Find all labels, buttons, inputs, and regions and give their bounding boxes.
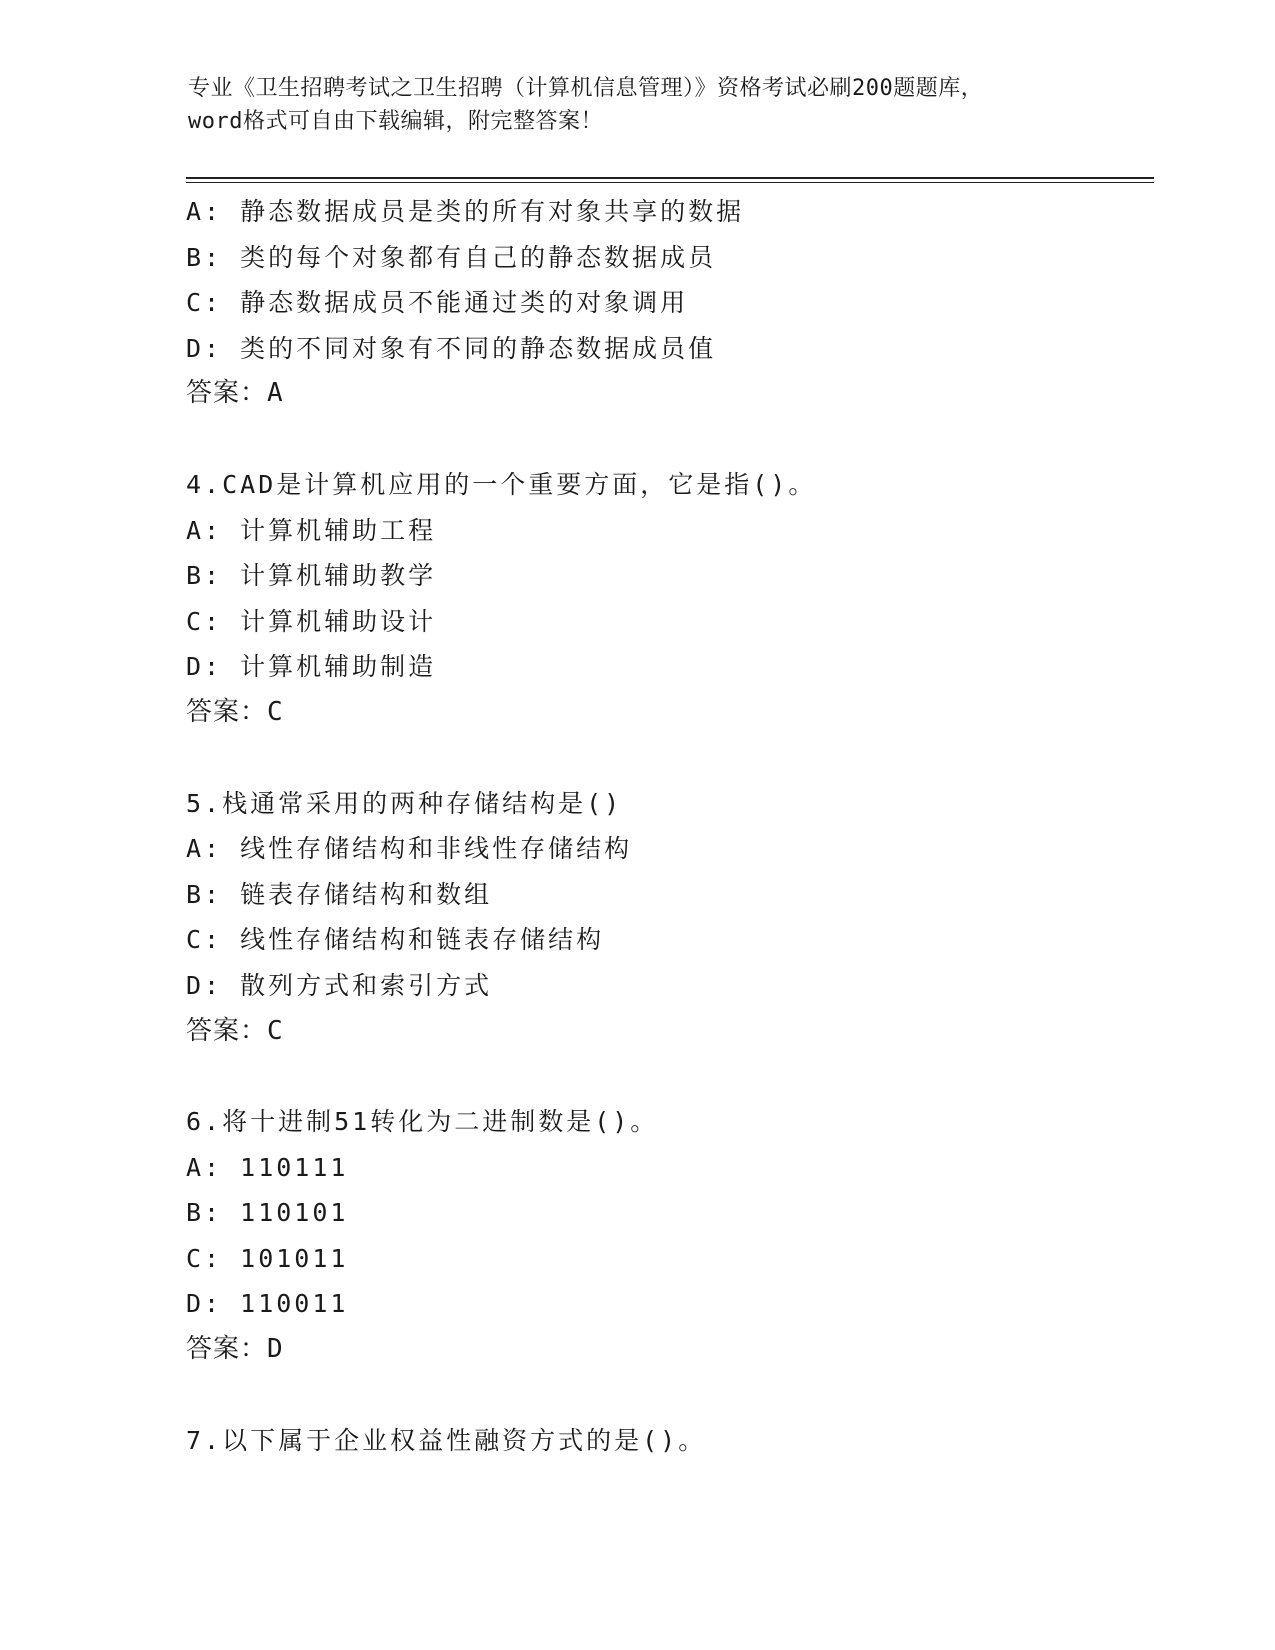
question-5 [186, 781, 1146, 1055]
option-b: B: 计算机辅助教学 [186, 561, 437, 591]
option-d: D: 110011 [186, 1289, 349, 1319]
answer: 答案：A [186, 378, 284, 409]
option-c: C: 计算机辅助设计 [186, 606, 437, 636]
spacer [186, 1054, 1146, 1099]
header-line-1: 专业《卫生招聘考试之卫生招聘（计算机信息管理）》资格考试必刷200题题库， [188, 76, 984, 101]
header-divider-thick [186, 177, 1154, 179]
option-c: C: 线性存储结构和链表存储结构 [186, 925, 605, 955]
answer: 答案：C [186, 1015, 284, 1046]
spacer [186, 736, 1146, 781]
option-a: A: 计算机辅助工程 [186, 515, 437, 545]
option-b: B: 110101 [186, 1198, 349, 1228]
question-text: 5.栈通常采用的两种存储结构是() [186, 788, 623, 818]
option-d: D: 计算机辅助制造 [186, 652, 437, 682]
option-d: D: 散列方式和索引方式 [186, 970, 493, 1000]
question-text: 6.将十进制51转化为二进制数是()。 [186, 1107, 659, 1137]
question-7 [186, 1418, 1146, 1464]
option-b: B: 类的每个对象都有自己的静态数据成员 [186, 242, 717, 272]
question-3 [186, 189, 1146, 417]
option-c: C: 101011 [186, 1243, 349, 1273]
option-a: A: 110111 [186, 1152, 349, 1182]
question-4 [186, 462, 1146, 736]
answer: 答案：C [186, 696, 284, 727]
option-a: A: 线性存储结构和非线性存储结构 [186, 834, 633, 864]
spacer [186, 417, 1146, 462]
answer: 答案：D [186, 1334, 284, 1365]
header-line-2: word格式可自由下载编辑，附完整答案！ [188, 109, 603, 134]
question-6 [186, 1099, 1146, 1373]
question-text: 4.CAD是计算机应用的一个重要方面，它是指()。 [186, 469, 817, 499]
question-list [186, 189, 1146, 1463]
document-header [188, 72, 1088, 138]
spacer [186, 1373, 1146, 1418]
header-divider-thin [186, 182, 1154, 183]
option-b: B: 链表存储结构和数组 [186, 879, 493, 909]
question-text: 7.以下属于企业权益性融资方式的是()。 [186, 1425, 707, 1455]
option-c: C: 静态数据成员不能通过类的对象调用 [186, 288, 689, 318]
option-a: A: 静态数据成员是类的所有对象共享的数据 [186, 197, 745, 226]
option-d: D: 类的不同对象有不同的静态数据成员值 [186, 333, 717, 363]
